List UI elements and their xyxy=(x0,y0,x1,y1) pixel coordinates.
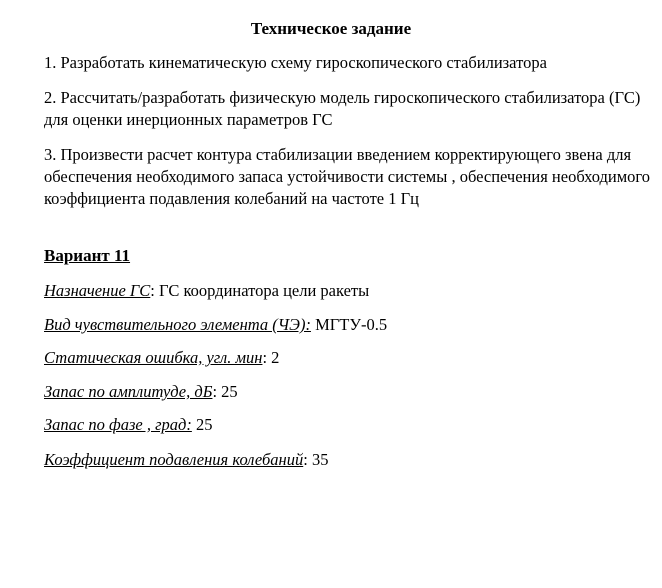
param-separator: : xyxy=(212,382,218,401)
param-value: МГТУ-0.5 xyxy=(310,315,388,334)
param-value: 25 xyxy=(191,415,213,434)
param-purpose xyxy=(44,280,369,302)
param-separator: : xyxy=(262,348,268,367)
param-label: Вид чувствительного элемента (ЧЭ): xyxy=(44,315,311,334)
param-static-error xyxy=(44,347,279,369)
param-gain-margin xyxy=(44,381,238,403)
param-value: 2 xyxy=(267,348,280,367)
param-label: Назначение ГС xyxy=(44,281,151,300)
param-separator: : xyxy=(303,450,308,469)
param-sensor-type xyxy=(44,314,387,336)
param-label: Запас по фазе , град: xyxy=(44,415,192,434)
param-separator: : xyxy=(150,281,155,300)
param-suppression-coefficient xyxy=(44,449,328,471)
param-label: Статическая ошибка, угл. мин xyxy=(44,348,263,367)
param-value: 35 xyxy=(307,450,329,469)
param-value: ГС координатора цели ракеты xyxy=(154,281,370,300)
task-item-1: 1. Разработать кинематическую схему гироскопического стабилизатора xyxy=(44,53,547,72)
param-label: Запас по амплитуде, дБ xyxy=(44,382,213,401)
param-phase-margin xyxy=(44,414,213,436)
variant-heading: Вариант 11 xyxy=(44,246,131,265)
task-item-2: 2. Рассчитать/разработать физическую модель гироскопического стабилизатора (ГС) для оценки инерционных параметров ГС xyxy=(44,88,641,129)
param-value: 25 xyxy=(217,382,238,401)
task-item-3: 3. Произвести расчет контура стабилизации введением корректирующего звена для обеспечения необходимого запаса устойчивости системы , обеспечения необходимого коэффициента подавления колебаний на частоте 1 Гц xyxy=(44,145,651,208)
document-title: Техническое задание xyxy=(250,19,412,38)
param-label: Коэффициент подавления колебаний xyxy=(44,450,304,469)
